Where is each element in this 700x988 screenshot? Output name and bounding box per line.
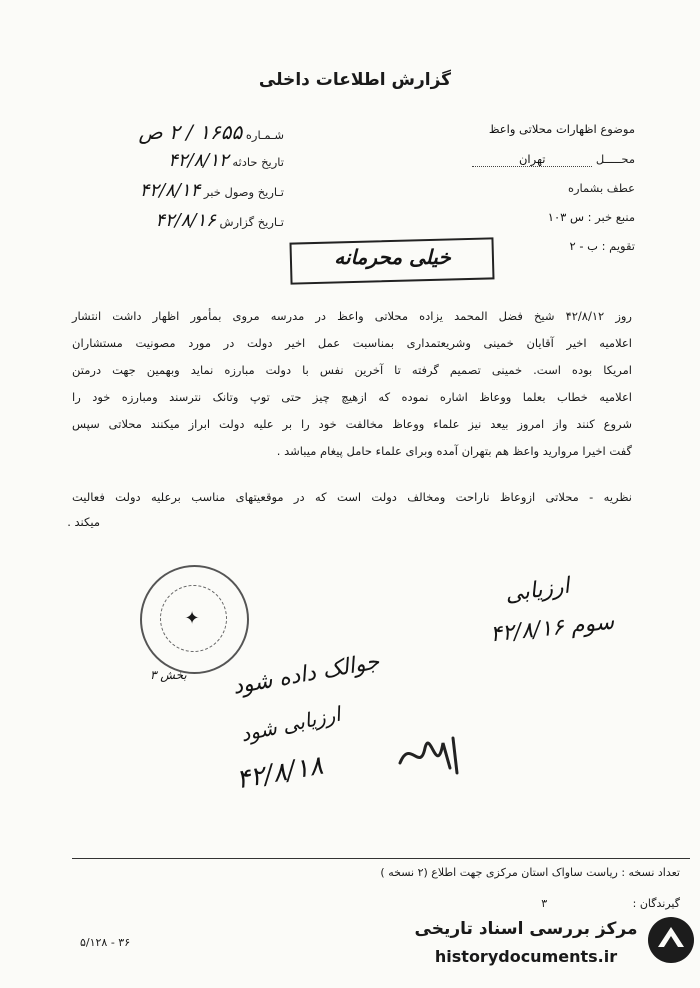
recipients-value: ۳ (541, 897, 548, 910)
reference-label: عطف بشماره (567, 181, 635, 195)
copies-field (380, 866, 680, 879)
recipients-label: گیرندگان : (632, 897, 680, 910)
handwritten-note-assess: ارزیابی شود (238, 701, 343, 747)
recipients-field (459, 897, 680, 910)
handwritten-date-2: ۴۲/۸/۱۸ (234, 750, 326, 796)
subject-label: موضوع (600, 122, 635, 136)
place-label: محـــــل (595, 152, 635, 166)
calendar-field (570, 239, 635, 253)
number-label: شـمـاره (245, 128, 284, 142)
body-line-6: گفت اخیرا مروارید واعظ هم بتهران آمده وبرای علماء حامل پیغام میباشد . (276, 444, 632, 458)
body-line-1: روز ۴۲/۸/۱۲ شیخ فضل المحمد یزاده محلاتی واعظ در مدرسه مروی بمأمور اظهار داشت انتشار (72, 309, 632, 323)
number-value: ۱۶۵۵ / ۲ ص (138, 120, 243, 144)
body-line-5: شروع کنند واز امروز بیعد نیز علماء ووعاظ مخالفت خود را بر علیه دولت ابراز میکنند محلاتی سپس (72, 417, 632, 431)
body-line-3: امریکا بوده است. خمینی تصمیم گرفته تا آخرین نفس با دولت مبارزه نماید وبهمین جهت درمتن (72, 363, 632, 377)
copies-value: ریاست ساواک استان مرکزی جهت اطلاع (۲ نسخه ) (380, 866, 618, 879)
report-date-value: ۴۲/۸/۱۶ (155, 210, 216, 231)
source-value: س ۱۰۳ (547, 210, 584, 224)
source-label: منبع خبر : (587, 210, 635, 224)
body-line-2: اعلامیه اخیر آقایان خمینی وشریعتمداری بمناسبت عمل اخیر دولت در مورد مصونیت مستشاران (72, 336, 632, 350)
subject-field (489, 122, 635, 136)
report-date-field (62, 210, 284, 231)
calendar-value: ب - ۲ (569, 239, 598, 253)
seal-section-label: بخش ۳ (150, 668, 187, 682)
source-field (548, 210, 635, 224)
watermark-title: مرکز بررسی اسناد تاریخی (414, 919, 638, 939)
opinion-line-1: نظریه - محلاتی ازوعاظ ناراحت ومخالف دولت است که در موقعیتهای مناسب برعلیه دولت فعالیت (72, 490, 632, 504)
copies-label: تعداد نسخه : (621, 866, 680, 879)
handwritten-date-1: ۴۲/۸/۱۶ سوم (489, 609, 616, 648)
event-date-value: ۴۲/۸/۱۲ (168, 150, 229, 171)
receipt-date-field (62, 180, 284, 201)
classification-stamp: خیلی محرمانه (334, 245, 451, 269)
reference-field (568, 181, 635, 195)
receipt-date-label: تـاریخ وصول خبر (203, 185, 284, 199)
footer-divider (72, 858, 690, 859)
report-date-label: تـاریخ گزارش (219, 215, 284, 229)
body-line-4: اعلامیه خطاب بعلما ووعاظ اشاره نموده که ازهیچ چیز حتی توپ وتانک نترسند ومبارزه خود را (72, 390, 632, 404)
place-value: تهران (472, 152, 592, 167)
handwritten-note-evaluation: ارزیابی (503, 573, 572, 608)
event-date-label: تاریخ حادثه (232, 155, 284, 169)
report-title: گزارش اطلاعات داخلی (258, 70, 452, 90)
calendar-label: تقویم : (601, 239, 635, 253)
number-field (62, 120, 284, 144)
receipt-date-value: ۴۲/۸/۱۴ (139, 180, 201, 201)
signature-mark (395, 718, 465, 783)
emblem-icon: ✦ (184, 608, 200, 629)
watermark-url: historydocuments.ir (434, 947, 618, 966)
opinion-line-2: میکند . (67, 515, 100, 529)
form-code: ۵/۱۲۸ - ۳۶ (80, 936, 131, 949)
archive-watermark (410, 915, 695, 975)
subject-value: اظهارات محلاتی واعظ (488, 122, 597, 136)
event-date-field (62, 150, 284, 171)
archive-logo-icon (646, 915, 696, 965)
handwritten-note-instruction: جوالک داده شود (230, 649, 382, 700)
place-field (472, 152, 635, 167)
